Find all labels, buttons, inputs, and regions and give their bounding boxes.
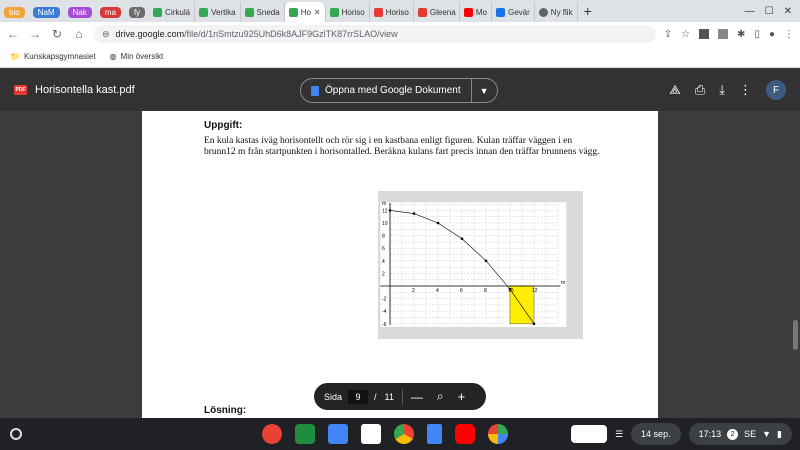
date-text: 14 sep. bbox=[641, 429, 671, 439]
browser-toolbar bbox=[0, 22, 800, 46]
maximize-icon[interactable]: ☐ bbox=[764, 5, 774, 17]
tab-12[interactable] bbox=[460, 2, 492, 22]
x-axis-label: m bbox=[561, 280, 566, 286]
tab-group-label[interactable]: fy bbox=[129, 7, 145, 18]
bookmark-star-icon[interactable]: ☆ bbox=[681, 28, 691, 40]
os-shelf bbox=[0, 418, 800, 450]
tab-title: Ny flik bbox=[550, 7, 573, 17]
chevron-down-icon[interactable]: ▼ bbox=[479, 85, 489, 96]
pdf-page bbox=[142, 111, 658, 418]
y-tick-label: 4 bbox=[382, 258, 385, 265]
page-number-input[interactable]: 9 bbox=[348, 390, 368, 404]
drive-favicon-icon bbox=[153, 8, 162, 17]
pdf-viewer-header bbox=[0, 69, 800, 111]
back-icon[interactable]: ← bbox=[7, 27, 19, 41]
trajectory-point bbox=[461, 237, 464, 240]
play-store-app-icon[interactable] bbox=[488, 424, 508, 444]
x-tick-label: 12 bbox=[532, 288, 538, 294]
img-favicon-icon bbox=[496, 8, 505, 17]
screenshot-thumbnail[interactable] bbox=[571, 425, 607, 443]
tab-0[interactable] bbox=[0, 2, 29, 22]
close-icon[interactable]: ✕ bbox=[783, 5, 792, 17]
launcher-icon[interactable] bbox=[10, 428, 22, 440]
print-icon[interactable]: ⎙ bbox=[694, 82, 706, 97]
divider bbox=[402, 389, 403, 405]
plot-area bbox=[380, 202, 566, 327]
tab-13[interactable] bbox=[492, 2, 535, 22]
x-tick-label: 4 bbox=[436, 288, 439, 294]
tab-4[interactable] bbox=[125, 2, 149, 22]
tote-icon[interactable]: ☰ bbox=[614, 428, 624, 439]
url-path: /file/d/1nSmtzu925UhD6k8AJF9GzlTK87rrSLAO/view bbox=[184, 29, 398, 39]
drive-favicon-icon bbox=[330, 8, 339, 17]
page-label: Sida bbox=[324, 391, 343, 402]
problem-text: En kula kastas iväg horisontellt och rör sig i en kastbana enligt figuren. Kulan träffar väggen i en brunn12 m från startpunkten i horisontalled. Beräkna kulans fart precis innan den träffar brunnens vägg. bbox=[204, 136, 600, 157]
tab-6[interactable] bbox=[195, 2, 240, 22]
docs-icon bbox=[311, 86, 319, 96]
extension-icon[interactable] bbox=[699, 29, 709, 39]
forward-icon[interactable]: → bbox=[29, 27, 41, 41]
open-with-button[interactable] bbox=[300, 78, 498, 103]
tab-2[interactable] bbox=[64, 2, 96, 22]
y-tick-label: 12 bbox=[382, 208, 388, 215]
chart-grid bbox=[380, 202, 566, 327]
tab-group-label[interactable]: Nak bbox=[68, 7, 92, 18]
url-host: drive.google.com bbox=[115, 29, 185, 39]
y-axis-label: m bbox=[382, 201, 387, 208]
avatar[interactable]: F bbox=[766, 80, 786, 100]
tab-3[interactable] bbox=[96, 2, 125, 22]
site-info-icon[interactable]: ⊜ bbox=[102, 28, 110, 39]
tab-group-label[interactable]: bio bbox=[4, 7, 25, 18]
profile-icon[interactable]: ● bbox=[768, 28, 775, 40]
tab-group-label[interactable]: ma bbox=[100, 7, 121, 18]
tab-14[interactable] bbox=[535, 2, 578, 22]
tab-5[interactable] bbox=[149, 2, 195, 22]
tab-7[interactable] bbox=[241, 2, 285, 22]
page-navigation bbox=[314, 383, 486, 410]
trajectory-point bbox=[413, 212, 416, 215]
palette-app-icon[interactable] bbox=[262, 424, 282, 444]
puzzle-icon[interactable]: ✱ bbox=[737, 28, 746, 40]
address-bar[interactable] bbox=[94, 25, 656, 43]
battery-icon: ▮ bbox=[777, 428, 782, 439]
trajectory-point bbox=[485, 260, 488, 263]
close-tab-icon[interactable]: ✕ bbox=[313, 7, 321, 17]
bookmark-item[interactable] bbox=[110, 52, 164, 61]
reload-icon[interactable]: ↻ bbox=[51, 27, 63, 41]
y-tick-label: 2 bbox=[382, 271, 385, 278]
page-heading: Uppgift: bbox=[204, 120, 243, 131]
trajectory-point bbox=[533, 323, 536, 326]
file-name: Horisontella kast.pdf bbox=[35, 84, 135, 96]
bookmark-label: Kunskapsgymnasiet bbox=[23, 52, 96, 61]
trajectory-figure bbox=[378, 191, 583, 339]
trajectory-chart bbox=[378, 191, 583, 339]
tab-8[interactable] bbox=[285, 2, 326, 22]
tab-title: Cirkulä bbox=[165, 7, 191, 17]
new-tab-button[interactable]: + bbox=[583, 3, 592, 19]
scrollbar[interactable] bbox=[793, 320, 798, 350]
chrome-app-icon[interactable] bbox=[394, 424, 414, 444]
x-tick-label: 8 bbox=[484, 288, 487, 294]
folder-icon: 📁 bbox=[10, 52, 20, 61]
more-options-icon[interactable]: ⋮ bbox=[739, 82, 752, 97]
open-with-label: Öppna med Google Dokument bbox=[325, 85, 461, 96]
window-controls bbox=[745, 6, 800, 17]
pdf-icon: PDF bbox=[15, 87, 26, 93]
bookmark-item[interactable] bbox=[10, 52, 96, 61]
tab-1[interactable] bbox=[29, 2, 64, 22]
tab-11[interactable] bbox=[414, 2, 460, 22]
y-tick-label: -4 bbox=[382, 309, 387, 316]
sidepanel-icon[interactable]: ▯ bbox=[754, 28, 760, 40]
zoom-out-icon[interactable]: — bbox=[410, 389, 423, 404]
gmail-app-icon[interactable] bbox=[361, 424, 381, 444]
tab-title: Mo bbox=[475, 7, 487, 17]
tab-title: Horiso bbox=[385, 7, 409, 17]
time-text: 17:13 bbox=[698, 429, 722, 439]
ee-favicon-icon bbox=[418, 8, 427, 17]
solution-heading: Lösning: bbox=[204, 405, 247, 416]
y-tick-label: -6 bbox=[382, 321, 387, 328]
drive-favicon-icon bbox=[289, 8, 298, 17]
tab-group-label[interactable]: NaM bbox=[33, 7, 60, 18]
ee-favicon-icon bbox=[374, 8, 383, 17]
y-tick-label: 8 bbox=[382, 233, 385, 240]
docs-app-icon[interactable] bbox=[427, 424, 442, 444]
drive-favicon-icon bbox=[245, 8, 254, 17]
date-pill[interactable] bbox=[631, 423, 681, 445]
page-separator: / bbox=[374, 391, 377, 402]
home-icon[interactable]: ⌂ bbox=[75, 27, 83, 41]
chrome-favicon-icon bbox=[539, 8, 548, 17]
tab-9[interactable] bbox=[326, 2, 370, 22]
x-tick-label: 10 bbox=[508, 288, 514, 294]
drive-favicon-icon bbox=[199, 8, 208, 17]
notification-count: 2 bbox=[727, 429, 738, 440]
classroom-app-icon[interactable] bbox=[295, 424, 315, 444]
y-tick-label: -2 bbox=[382, 296, 387, 303]
globe-icon: ◍ bbox=[109, 52, 117, 61]
y-tick-label: 6 bbox=[382, 246, 385, 253]
tab-title: Sneda bbox=[256, 7, 280, 17]
tab-title: Gevär bbox=[508, 7, 530, 17]
tab-title: Horiso bbox=[341, 7, 365, 17]
status-tray[interactable] bbox=[689, 423, 792, 445]
add-shortcut-icon[interactable]: ⟁ bbox=[669, 82, 681, 97]
language-text: SE bbox=[744, 429, 757, 439]
yt-favicon-icon bbox=[464, 8, 473, 17]
tab-title: Gleena bbox=[429, 7, 456, 17]
menu-icon[interactable]: ⋮ bbox=[784, 28, 794, 40]
x-tick-label: 6 bbox=[460, 288, 463, 294]
extension-icon[interactable] bbox=[718, 29, 728, 39]
wifi-icon: ▼ bbox=[762, 429, 772, 439]
tab-10[interactable] bbox=[370, 2, 414, 22]
trajectory-point bbox=[389, 209, 392, 212]
page-total: 11 bbox=[384, 391, 394, 402]
tab-title: Ho bbox=[300, 7, 311, 17]
x-tick-label: 2 bbox=[412, 288, 415, 294]
share-icon[interactable]: ⇪ bbox=[663, 28, 673, 40]
y-tick-label: 10 bbox=[382, 221, 388, 227]
tab-strip bbox=[0, 0, 800, 22]
bookmark-label: Min översikt bbox=[120, 52, 164, 61]
zoom-icon[interactable]: ⌕ bbox=[436, 389, 444, 403]
files-app-icon[interactable] bbox=[328, 424, 348, 444]
zoom-in-icon[interactable]: + bbox=[457, 389, 466, 404]
tab-title: Vertika bbox=[211, 7, 236, 17]
bookmarks-bar bbox=[0, 46, 800, 68]
download-icon[interactable]: ⤓ bbox=[719, 82, 725, 97]
youtube-app-icon[interactable] bbox=[455, 424, 475, 444]
minimize-icon[interactable]: — bbox=[744, 5, 755, 17]
trajectory-point bbox=[437, 222, 440, 225]
